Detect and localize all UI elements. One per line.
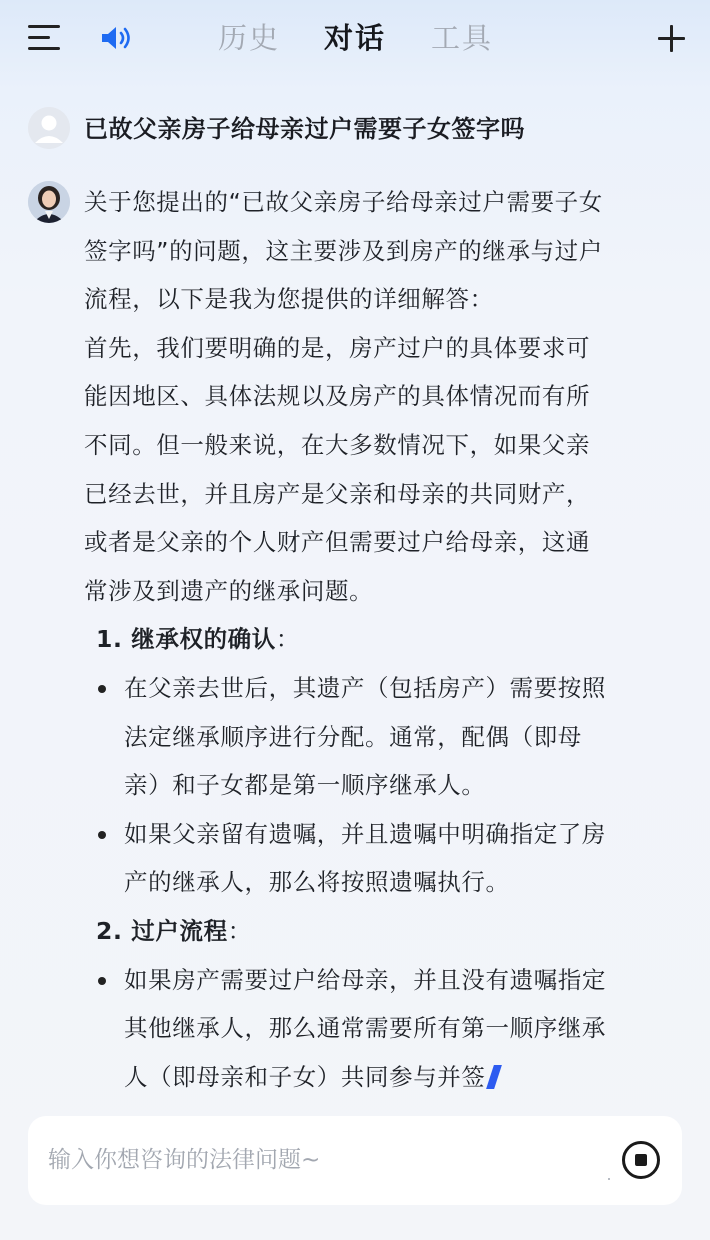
answer-line: 或者是父亲的个人财产但需要过户给母亲，这通 xyxy=(84,528,591,557)
answer-line: 其他继承人，那么通常需要所有第一顺序继承 xyxy=(124,1014,606,1043)
answer-line: 能因地区、具体法规以及房产的具体情况而有所 xyxy=(84,382,591,411)
typing-cursor-icon xyxy=(486,1065,502,1089)
question-input[interactable] xyxy=(48,1140,588,1180)
list-item xyxy=(84,810,680,907)
answer-line: 产的继承人，那么将按照遗嘱执行。 xyxy=(124,868,510,897)
lawyer-avatar-icon xyxy=(28,181,70,223)
plus-icon[interactable] xyxy=(657,24,687,54)
tab-tools[interactable]: 工具 xyxy=(431,21,494,55)
list-item xyxy=(84,664,680,810)
answer-line: 已经去世，并且房产是父亲和母亲的共同财产， xyxy=(84,479,591,508)
user-avatar xyxy=(28,107,70,149)
answer-line: 如果房产需要过户给母亲，并且没有遗嘱指定 xyxy=(124,965,606,994)
stop-icon[interactable] xyxy=(622,1141,660,1179)
answer-line: 不同。但一般来说，在大多数情况下，如果父亲 xyxy=(84,430,591,459)
answer-line-text: 人（即母亲和子女）共同参与并签 xyxy=(124,1062,486,1091)
answer-line: 签字吗”的问题，这主要涉及到房产的继承与过户 xyxy=(84,236,603,265)
section-title xyxy=(84,907,684,956)
user-avatar-icon xyxy=(28,107,70,149)
answer-line: 首先，我们要明确的是，房产过户的具体要求可 xyxy=(84,333,591,362)
menu-icon[interactable] xyxy=(28,24,62,52)
section-heading: 过户流程 xyxy=(131,916,228,945)
composer xyxy=(28,1116,682,1205)
tab-chat[interactable]: 对话 xyxy=(324,21,387,55)
tab-history[interactable]: 历史 xyxy=(218,21,281,55)
divider-dot xyxy=(608,1178,610,1180)
section-heading: 继承权的确认 xyxy=(131,625,276,654)
answer-line: 法定继承顺序进行分配。通常，配偶（即母 xyxy=(124,722,582,751)
assistant-answer xyxy=(84,178,684,1101)
section-number: 1. xyxy=(96,625,123,654)
user-question: 已故父亲房子给母亲过户需要子女签字吗 xyxy=(84,115,525,143)
answer-line: 常涉及到遗产的继承问题。 xyxy=(84,576,374,605)
assistant-avatar xyxy=(28,181,70,223)
answer-line: 关于您提出的“已故父亲房子给母亲过户需要子女 xyxy=(84,188,603,216)
answer-line: 流程，以下是我为您提供的详细解答： xyxy=(84,285,494,314)
answer-line: 如果父亲留有遗嘱，并且遗嘱中明确指定了房 xyxy=(124,819,606,848)
answer-line-last xyxy=(124,1053,680,1102)
section-colon: ： xyxy=(227,916,252,945)
speaker-icon[interactable] xyxy=(100,24,136,52)
section-colon: ： xyxy=(275,625,300,654)
answer-line: 在父亲去世后，其遗产（包括房产）需要按照 xyxy=(124,673,606,702)
list-item xyxy=(84,956,680,1102)
answer-line: 亲）和子女都是第一顺序继承人。 xyxy=(124,771,486,800)
section-number: 2. xyxy=(96,916,123,945)
section-title xyxy=(84,615,684,664)
top-bar xyxy=(0,0,710,76)
